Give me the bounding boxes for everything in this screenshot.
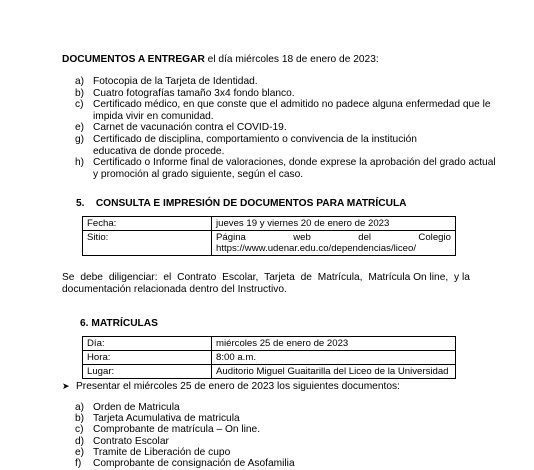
list-item-text: Tramite de Liberación de cupo <box>93 446 231 458</box>
list-item-text: impida vivir en comunidad. <box>93 110 214 122</box>
list-marker: b) <box>75 87 85 99</box>
dia-value: miércoles 25 de enero de 2023 <box>212 337 456 351</box>
diligenciar-line1: Se debe diligenciar: el Contrato Escolar, Tarjeta de Matrícula, Matrícula On line, y la <box>62 272 470 283</box>
hora-label: Hora: <box>83 351 212 365</box>
list-marker: f) <box>75 458 82 469</box>
list-item <box>75 76 258 88</box>
list-item <box>75 88 295 100</box>
list-item-text: Comprobante de matrícula – On line. <box>93 424 261 436</box>
list-marker: a) <box>75 76 85 87</box>
list-item-text: Certificado médico, en que conste que el admitido no padece alguna enfermedad que le <box>93 99 491 111</box>
table-row <box>83 231 456 256</box>
list-marker: c) <box>75 99 84 111</box>
matriculas-table <box>82 336 456 379</box>
list-item-text: Certificado de disciplina, comportamiento o convivencia de la institución <box>93 134 417 145</box>
list-marker: e) <box>75 122 85 134</box>
list-item <box>75 402 180 414</box>
list-item <box>75 413 240 425</box>
documents-heading: DOCUMENTOS A ENTREGAR <box>62 54 205 65</box>
hora-value: 8:00 a.m. <box>212 351 456 365</box>
list-item <box>75 99 491 111</box>
list-item-text: educativa de donde procede. <box>93 145 225 157</box>
list-item-text: Fotocopia de la Tarjeta de Identidad. <box>93 76 258 87</box>
sitio-url-link[interactable]: https://www.udenar.edu.co/dependencias/liceo/ <box>216 243 417 254</box>
documents-heading-line <box>62 54 379 66</box>
diligenciar-line2: documentación relacionada dentro del Instructivo. <box>62 284 287 295</box>
lugar-value: Auditorio Miguel Guaitarilla del Liceo de la Universidad <box>212 365 456 379</box>
dia-label: Día: <box>83 337 212 351</box>
consulta-table <box>82 216 456 256</box>
fecha-value: jueves 19 y viernes 20 de enero de 2023 <box>212 217 456 231</box>
list-marker: h) <box>75 157 85 169</box>
list-marker: d) <box>75 435 85 447</box>
table-row <box>83 365 456 379</box>
list-item-text: Cuatro fotografías tamaño 3x4 fondo blanco. <box>93 87 295 99</box>
sitio-label: Sitio: <box>83 231 212 256</box>
arrow-bullet-icon: ➤ <box>62 381 70 391</box>
list-item <box>75 424 260 436</box>
fecha-label: Fecha: <box>83 217 212 231</box>
list-marker: b) <box>75 413 85 425</box>
list-item <box>75 134 465 146</box>
list-item-text: Carnet de vacunación contra el COVID-19. <box>93 122 287 134</box>
list-item-text: y promoción al grado siguiente, según el caso. <box>93 168 304 180</box>
list-item <box>75 436 169 448</box>
sitio-value-line1: Página web del Colegio <box>216 232 451 243</box>
list-item-text: Orden de Matricula <box>93 402 180 413</box>
documents-heading-date: el día miércoles 18 de enero de 2023: <box>207 54 379 65</box>
list-marker: g) <box>75 134 85 145</box>
section-6-title: 6. MATRÍCULAS <box>80 318 158 329</box>
table-row <box>83 217 456 231</box>
list-marker: c) <box>75 424 84 436</box>
list-item <box>75 157 496 169</box>
table-row <box>83 337 456 351</box>
list-item <box>93 111 214 123</box>
list-marker: a) <box>75 402 85 413</box>
list-item-text: Contrato Escolar <box>93 435 169 447</box>
list-item <box>75 122 287 134</box>
list-item <box>93 146 224 158</box>
list-item <box>75 447 230 459</box>
section-5-title: 5. CONSULTA E IMPRESIÓN DE DOCUMENTOS PARA MATRÍCULA <box>76 198 407 209</box>
list-marker: e) <box>75 446 85 458</box>
list-item-text: Comprobante de consignación de Asofamilia <box>93 458 295 469</box>
presentar-line: ➤ Presentar el miércoles 25 de enero de 2023 los siguientes documentos: <box>62 381 400 392</box>
table-row <box>83 351 456 365</box>
list-item <box>93 169 303 181</box>
list-item-text: Certificado o Informe final de valoraciones, donde exprese la aprobación del grado actual <box>93 157 496 169</box>
list-item-text: Tarjeta Acumulativa de matricula <box>93 413 240 425</box>
lugar-label: Lugar: <box>83 365 212 379</box>
list-item <box>75 458 295 470</box>
